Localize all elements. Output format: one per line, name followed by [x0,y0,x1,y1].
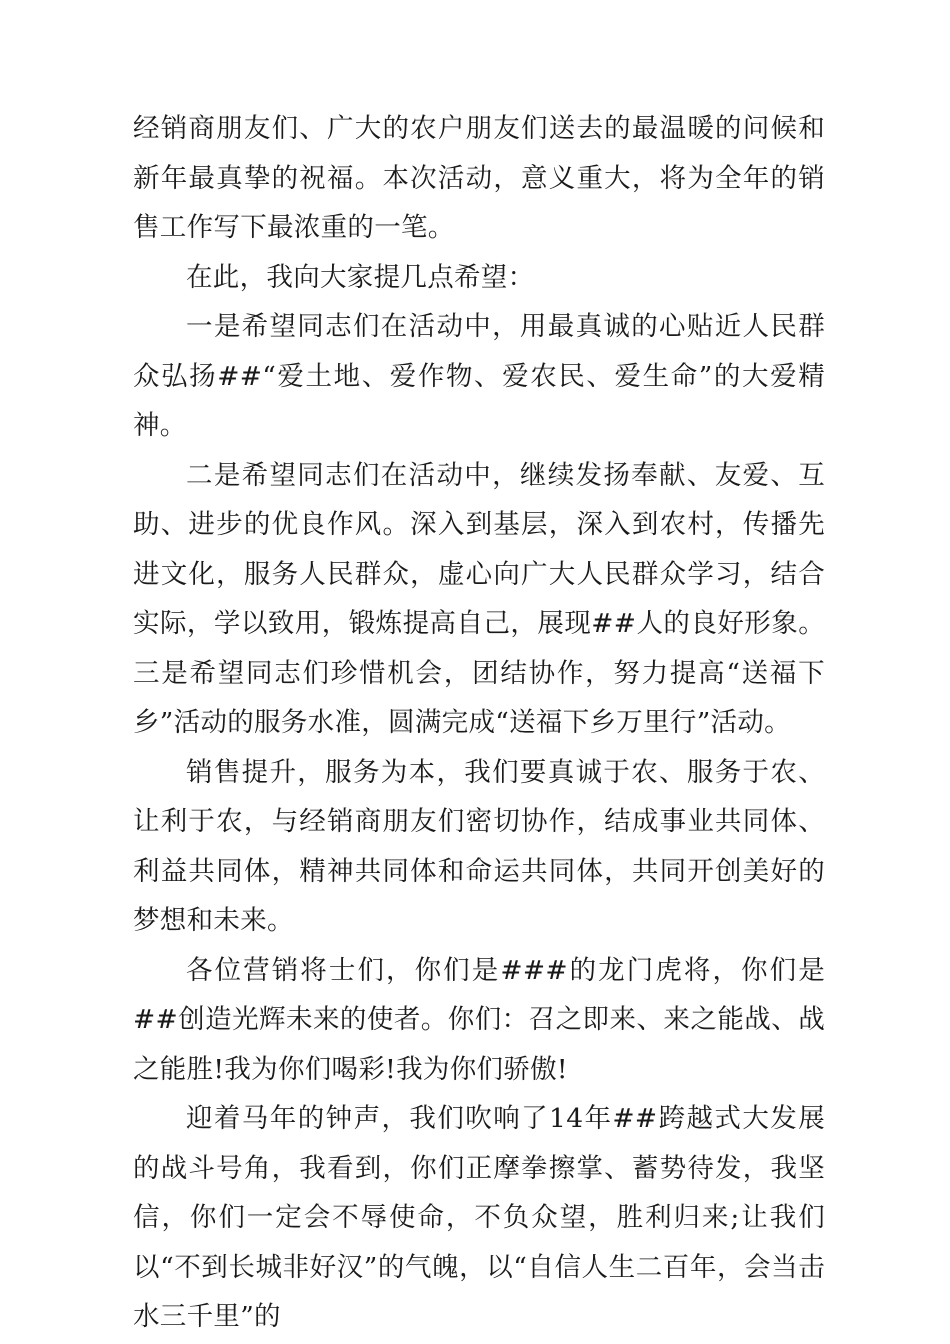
paragraph-3: 一是希望同志们在活动中，用最真诚的心贴近人民群众弘扬##“爱土地、爱作物、爱农民、爱生命”的大爱精神。 [133,311,825,441]
document-body [133,104,825,1342]
paragraph-2: 在此，我向大家提几点希望： [186,261,535,293]
paragraph-1: 经销商朋友们、广大的农户朋友们送去的最温暖的问候和新年最真挚的祝福。本次活动，意义重大，将为全年的销售工作写下最浓重的一笔。 [133,113,825,243]
paragraph-6: 各位营销将士们，你们是###的龙门虎将，你们是##创造光辉未来的使者。你们：召之即来、来之能战、战之能胜!我为你们喝彩!我为你们骄傲! [133,954,825,1085]
paragraph-4: 二是希望同志们在活动中，继续发扬奉献、友爱、互助、进步的优良作风。深入到基层，深入到农村，传播先进文化，服务人民群众，虚心向广大人民群众学习，结合实际，学以致用，锻炼提高自己，展现##人的良好形象。三是希望同志们珍惜机会，团结协作，努力提高“送福下乡”活动的服务水准，圆满完成“送福下乡万里行”活动。 [133,459,825,738]
paragraph-7: 迎着马年的钟声，我们吹响了14年##跨越式大发展的战斗号角，我看到，你们正摩拳擦掌、蓄势待发，我坚信，你们一定会不辱使命，不负众望，胜利归来;让我们以“不到长城非好汉”的气魄，以“自信人生二百年，会当击水三千里”的 [133,1103,825,1332]
paragraph-5: 销售提升，服务为本，我们要真诚于农、服务于农、让利于农，与经销商朋友们密切协作，结成事业共同体、利益共同体，精神共同体和命运共同体，共同开创美好的梦想和未来。 [133,756,825,936]
